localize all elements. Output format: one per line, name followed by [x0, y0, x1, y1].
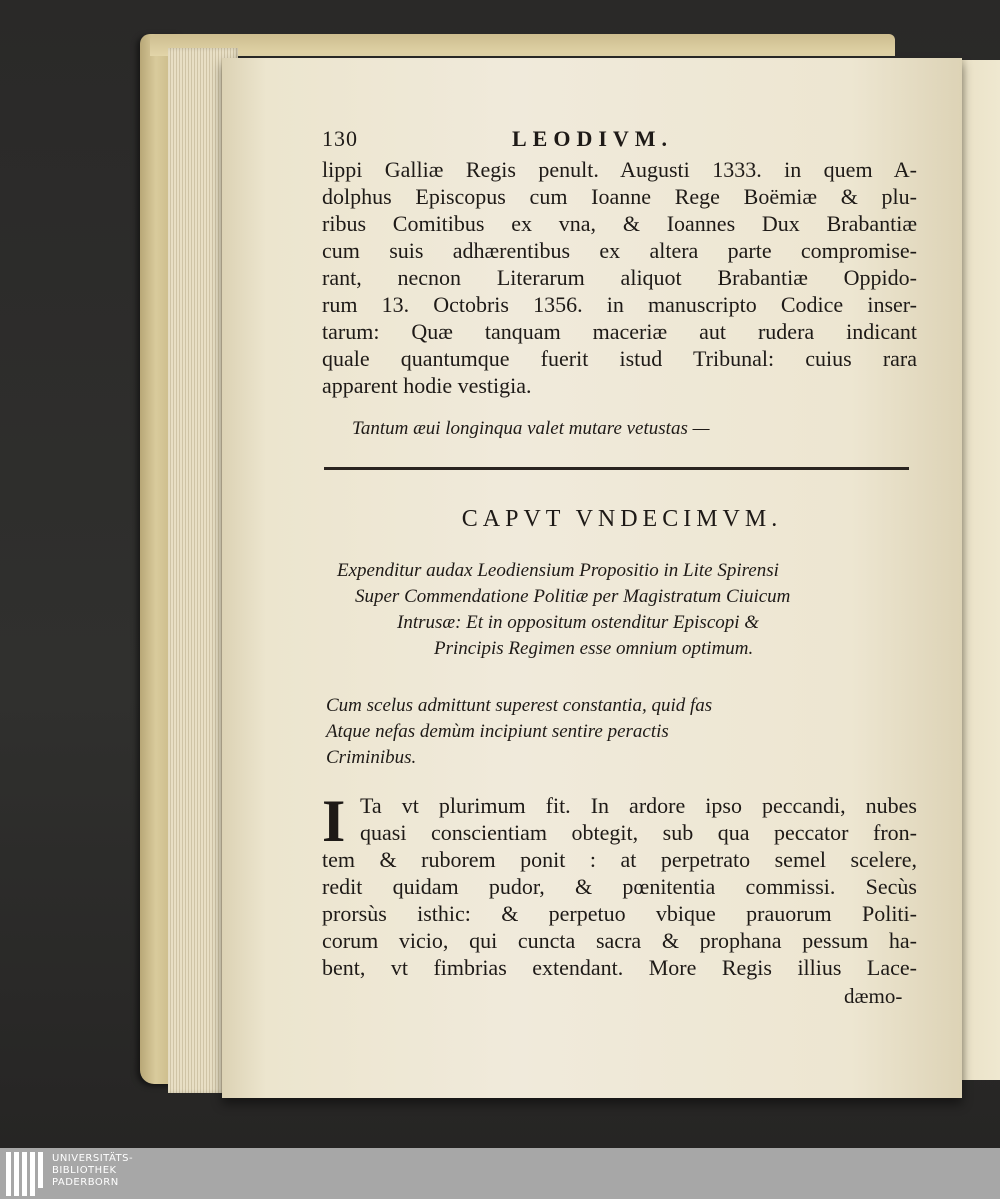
library-logo-icon	[6, 1152, 46, 1196]
body-line: lippi Galliæ Regis penult. Augusti 1333. in quem A-	[322, 157, 917, 182]
body-line: tarum: Quæ tanquam maceriæ aut rudera indicant	[322, 319, 917, 344]
library-footer-bar	[0, 1148, 1000, 1199]
chapter-summary-line: Intrusæ: Et in oppositum ostenditur Episcopi &	[397, 612, 760, 633]
page-header	[322, 126, 917, 156]
paragraph-line: prorsùs isthic: & perpetuo vbique prauorum Politi-	[322, 901, 917, 926]
library-name-line: BIBLIOTHEK	[52, 1165, 117, 1176]
chapter-title: CAPVT VNDECIMVM.	[461, 506, 783, 532]
chapter-summary-line: Principis Regimen esse omnium optimum.	[434, 638, 754, 659]
paragraph-line: corum vicio, qui cuncta sacra & prophana pessum ha-	[322, 928, 917, 953]
chapter-summary-line: Expenditur audax Leodiensium Propositio in Lite Spirensi	[337, 560, 779, 581]
catchword: dæmo-	[844, 984, 903, 1008]
paragraph-line: tem & ruborem ponit : at perpetrato semel scelere,	[322, 847, 917, 872]
epigraph-line: Cum scelus admittunt superest constantia, quid fas	[326, 695, 713, 716]
body-line: quale quantumque fuerit istud Tribunal: cuius rara	[322, 346, 917, 371]
library-name-line: PADERBORN	[52, 1177, 119, 1188]
paragraph-line: redit quidam pudor, & pœnitentia commissi. Secùs	[322, 874, 917, 899]
paragraph-line: quasi conscientiam obtegit, sub qua peccator fron-	[360, 820, 917, 845]
body-line: dolphus Episcopus cum Ioanne Rege Boëmiæ & plu-	[322, 184, 917, 209]
book-page	[222, 58, 962, 1098]
body-line: apparent hodie vestigia.	[322, 373, 532, 398]
body-line: ribus Comitibus ex vna, & Ioannes Dux Brabantiæ	[322, 211, 917, 236]
library-name	[52, 1153, 133, 1189]
paragraph-line: bent, vt fimbrias extendant. More Regis illius Lace-	[322, 955, 917, 980]
drop-cap-initial: I	[322, 788, 346, 854]
chapter-summary-line: Super Commendatione Politiæ per Magistratum Ciuicum	[355, 586, 791, 607]
page-number: 130	[322, 126, 358, 151]
body-line: cum suis adhærentibus ex altera parte compromise-	[322, 238, 917, 263]
paragraph-line: Ta vt plurimum fit. In ardore ipso peccandi, nubes	[360, 793, 917, 818]
running-head: LEODIVM.	[512, 126, 674, 151]
verse-quote: Tantum æui longinqua valet mutare vetustas —	[352, 418, 710, 439]
epigraph-line: Atque nefas demùm incipiunt sentire peractis	[326, 721, 669, 742]
body-line: rum 13. Octobris 1356. in manuscripto Codice inser-	[322, 292, 917, 317]
binding-top-edge	[150, 34, 895, 56]
body-line: rant, necnon Literarum aliquot Brabantiæ Oppido-	[322, 265, 917, 290]
section-divider	[324, 467, 909, 470]
library-name-line: UNIVERSITÄTS-	[52, 1153, 134, 1164]
epigraph-line: Criminibus.	[326, 747, 417, 768]
